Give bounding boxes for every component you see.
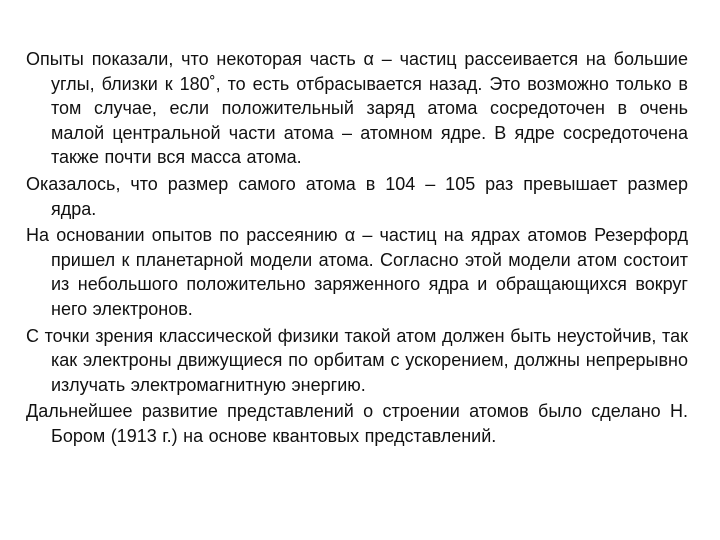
slide-body — [26, 47, 688, 451]
paragraph-alpha-scattering: Опыты показали, что некоторая часть α – частиц рассеивается на большие углы, близки к 180˚, то есть отбрасывается назад. Это возможно только в том случае, если положительный заряд атома сосредоточен в очень малой центральной части атома – атомном ядре. В ядре сосредоточена также почти вся масса атома. — [26, 49, 688, 168]
paragraph-classical-instability: С точки зрения классической физики такой атом должен быть неустойчив, так как электроны движущиеся по орбитам с ускорением, должны непрерывно излучать электромагнитную энергию. — [26, 325, 688, 395]
paragraph-rutherford-model: На основании опытов по рассеянию α – частиц на ядрах атомов Резерфорд пришел к планетарной модели атома. Согласно этой модели атом состоит из небольшого положительно заряженного ядра и обращающихся вокруг него электронов. — [26, 225, 688, 319]
paragraph-atom-size: Оказалось, что размер самого атома в 104 – 105 раз превышает размер ядра. — [26, 173, 688, 219]
paragraph-bohr: Дальнейшее развитие представлений о строении атомов было сделано Н. Бором (1913 г.) на основе квантовых представлений. — [26, 401, 688, 446]
